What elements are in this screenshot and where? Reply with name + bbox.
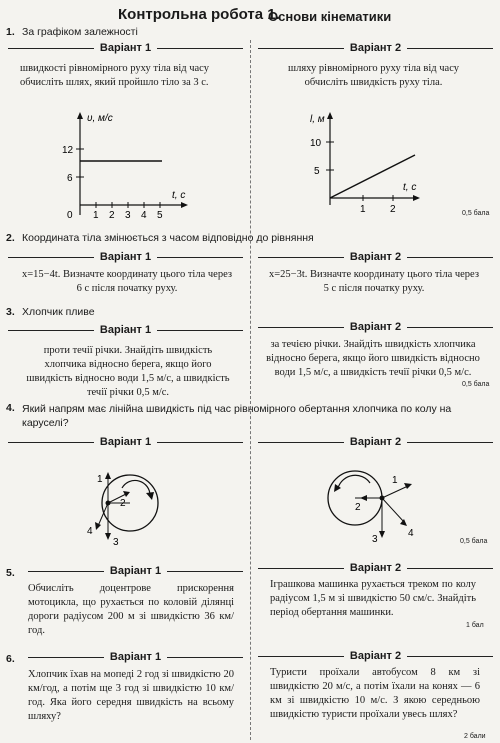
rotation-arrowhead	[334, 484, 341, 492]
worksheet-subtitle: Основи кінематики	[268, 9, 392, 24]
x-tick-label: 5	[157, 210, 163, 221]
arrow-1	[382, 486, 408, 498]
label-1: 1	[392, 475, 398, 486]
arrow-3-head	[105, 533, 111, 540]
q1-text: За графіком залежності	[22, 26, 138, 38]
y-tick-label: 5	[314, 166, 320, 177]
q2-text: Координата тіла змінюється з часом відповідно до рівняння	[22, 232, 314, 244]
rotation-arrow	[338, 475, 370, 488]
variant-label: Варіант 2	[349, 562, 402, 574]
q1-variant1-text: швидкості рівномірного руху тіла від часу обчисліть шлях, який пройшло тіло за 3 с.	[20, 63, 209, 88]
q4-number: 4.	[6, 402, 15, 414]
variant-label: Варіант 1	[99, 324, 152, 336]
q5-variant2-header	[258, 562, 493, 574]
q3-variant2-header	[258, 321, 493, 333]
arrow-1-head	[105, 472, 111, 479]
variant-label: Варіант 2	[349, 42, 402, 54]
q2-variant1-text: x=15−4t. Визначте координату цього тіла через 6 с після початку руху.	[22, 269, 233, 294]
q4-variant2-header	[258, 436, 493, 448]
variant-label: Варіант 1	[99, 251, 152, 263]
arrow-3-head	[379, 531, 385, 538]
variant-label: Варіант 2	[349, 321, 402, 333]
q5-variant2-text: Іграшкова машинка рухається треком по колу радіусом 1,5 м зі швидкістю 50 см/с. Знайдіть період обертання машинки.	[270, 579, 476, 618]
x-tick-label: 2	[390, 204, 396, 215]
label-4: 4	[87, 526, 93, 537]
q2-variant1-header	[8, 251, 243, 263]
variant-label: Варіант 1	[109, 651, 162, 663]
x-tick-label: 1	[360, 204, 366, 215]
variant-label: Варіант 2	[349, 251, 402, 263]
label-2: 2	[120, 498, 126, 509]
q1-number: 1.	[6, 26, 15, 38]
label-2: 2	[355, 502, 361, 513]
y-tick-label: 10	[310, 138, 322, 149]
q3-number: 3.	[6, 306, 15, 318]
label-1: 1	[97, 474, 103, 485]
q5-variant1-text: Обчисліть доцентрове прискорення мотоцикла, що рухається по коловій ділянці дороги радіусом 200 м зі швидкістю 36 км/год.	[28, 583, 234, 636]
q2-variant2-header	[258, 251, 493, 263]
y-axis-label: υ, м/с	[87, 113, 113, 124]
arrow-2-head	[360, 495, 367, 501]
label-4: 4	[408, 528, 414, 539]
x-axis-label: t, с	[172, 190, 186, 201]
variant-label: Варіант 2	[349, 650, 402, 662]
arrow-2-head	[123, 491, 130, 497]
label-3: 3	[372, 534, 378, 545]
q1-variant2-text: шляху рівномірного руху тіла від часу обчисліть швидкість руху тіла.	[288, 63, 459, 88]
q3-text: Хлопчик пливе	[22, 306, 95, 318]
column-divider	[250, 40, 251, 740]
q6-variant1-header	[28, 651, 243, 663]
variant-label: Варіант 1	[99, 436, 152, 448]
variant-label: Варіант 1	[99, 42, 152, 54]
q1-velocity-graph	[60, 110, 200, 225]
arrow-4-head	[95, 522, 101, 530]
q6-number: 6.	[6, 653, 15, 665]
x-tick-label: 2	[109, 210, 115, 221]
q5-number: 5.	[6, 567, 15, 579]
y-axis-arrow	[327, 112, 333, 119]
origin-label: 0	[67, 210, 73, 221]
q3-score: 0,5 бала	[462, 381, 490, 388]
q4-variant1-header	[8, 436, 243, 448]
q4-text: Який напрям має лінійна швидкість під час рівномірного обертання хлопчика по колу на каруселі?	[22, 403, 452, 429]
y-axis-arrow	[77, 112, 83, 119]
x-axis-label: t, с	[403, 182, 417, 193]
q1-variant1-header	[8, 42, 243, 54]
arrow-1-head	[404, 483, 412, 489]
q5-variant1-header	[28, 565, 243, 577]
x-tick-label: 3	[125, 210, 131, 221]
q6-variant2-text: Туристи проїхали автобусом 8 км зі швидкістю 20 м/с, а потім їхали на конях — 6 км зі швидкістю 10 м/с. З якою середньою швидкістю туристи проїхали увесь шлях?	[270, 667, 480, 720]
q6-variant1-text: Хлопчик їхав на мопеді 2 год зі швидкістю 20 км/год, а потім ще 3 год зі швидкістю 10 км/год. Яка його середня швидкість на всьому шляху?	[28, 669, 234, 722]
q6-score: 2 бали	[464, 733, 486, 740]
q5-score: 1 бал	[466, 622, 484, 629]
q3-variant1-header	[8, 324, 243, 336]
y-tick-label: 6	[67, 173, 73, 184]
arrow-4	[382, 498, 404, 522]
q3-variant2-text: за течією річки. Знайдіть швидкість хлопчика відносно берега, якщо його швидкість відносно води 1,5 м/с, а швидкість течії річки 0,5 м/с.	[266, 339, 480, 378]
arrow-4-head	[400, 519, 407, 526]
q1-score: 0,5 бала	[462, 210, 490, 217]
arrow-4	[98, 503, 108, 526]
q6-variant2-header	[258, 650, 493, 662]
q1-distance-graph	[305, 110, 435, 220]
label-3: 3	[113, 537, 119, 548]
q1-variant2-header	[258, 42, 493, 54]
rotation-arrowhead	[146, 492, 154, 500]
q4-carousel-diagram-2	[310, 458, 430, 553]
worksheet-title: Контрольна робота 1.	[118, 6, 280, 23]
y-axis-label: l, м	[310, 114, 325, 125]
x-tick-label: 1	[93, 210, 99, 221]
x-axis-arrow	[413, 195, 420, 201]
variant-label: Варіант 1	[109, 565, 162, 577]
variant-label: Варіант 2	[349, 436, 402, 448]
y-tick-label: 12	[62, 145, 74, 156]
q4-score: 0,5 бала	[460, 538, 488, 545]
q2-variant2-text: x=25−3t. Визначте координату цього тіла через 5 с після початку руху.	[268, 269, 479, 294]
x-tick-label: 4	[141, 210, 147, 221]
q2-number: 2.	[6, 232, 15, 244]
q4-carousel-diagram-1	[80, 458, 190, 553]
x-axis-arrow	[181, 202, 188, 208]
q3-variant1-text: проти течії річки. Знайдіть швидкість хлопчика відносно берега, якщо його швидкість відносно води 1,5 м/с, а швидкість течії річки 0,5 м/с.	[26, 345, 230, 398]
